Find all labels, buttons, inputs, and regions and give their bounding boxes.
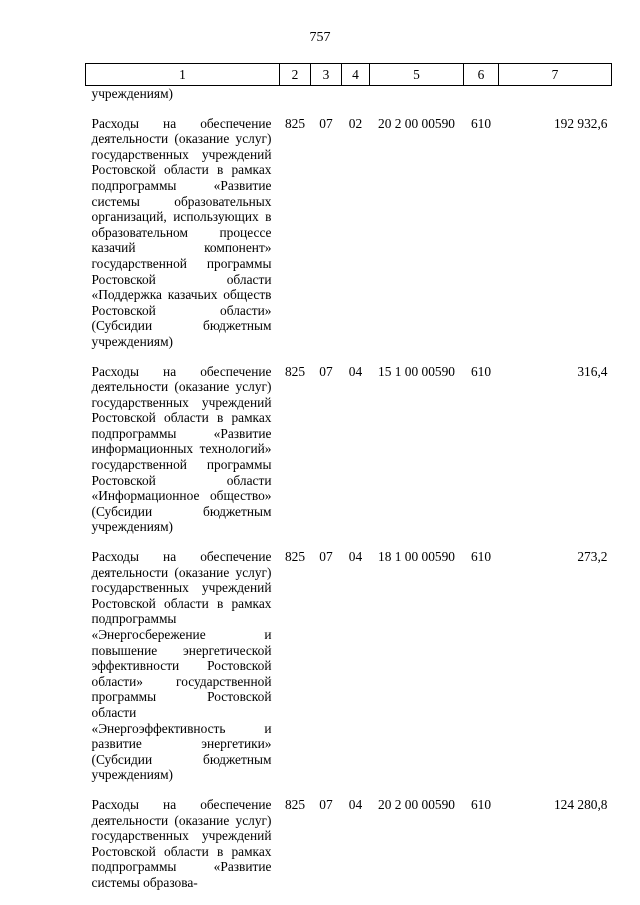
column-header: 6 xyxy=(464,64,499,86)
row-amount: 192 932,6 xyxy=(553,115,608,131)
column-header: 3 xyxy=(311,64,342,86)
column-header: 1 xyxy=(86,64,280,86)
row-section-code: 07 xyxy=(319,549,333,565)
row-target-code: 20 2 00 00590 xyxy=(378,796,455,812)
row-subsection-code: 04 xyxy=(348,796,363,812)
row-ministry-code: 825 xyxy=(284,115,306,131)
budget-table xyxy=(85,63,612,891)
row-subsection-code: 02 xyxy=(348,115,363,131)
row-description: Расходы на обеспечение деятельности (оказание услуг) государственных учреждений Ростовской области в рамках подпрограммы «Развитие информационных технологий» государственной программы Ростовской области «Информационное общество» (Субсидии бюджетным учреждениям) xyxy=(91,363,272,535)
row-expense-type: 610 xyxy=(470,796,492,812)
row-expense-type: 610 xyxy=(470,363,492,379)
row-target-code: 15 1 00 00590 xyxy=(378,363,455,379)
column-header: 4 xyxy=(342,64,370,86)
row-ministry-code: 825 xyxy=(284,549,306,565)
column-header: 7 xyxy=(499,64,612,86)
column-header: 2 xyxy=(280,64,311,86)
row-description: Расходы на обеспечение деятельности (оказание услуг) государственных учреждений Ростовской области в рамках подпрограммы «Энергосбережение и повышение энергетической эффективности Ростовской области» государственной программы Ростовской области «Энергоэффективность и развитие энергетики» (Субсидии бюджетным учреждениям) xyxy=(91,549,272,783)
continuation-text: учреждениям) xyxy=(91,86,174,101)
row-section-code: 07 xyxy=(319,363,333,379)
row-target-code: 20 2 00 00590 xyxy=(378,115,455,131)
table-row xyxy=(86,783,612,891)
row-expense-type: 610 xyxy=(470,549,492,565)
table-row xyxy=(86,535,612,783)
row-ministry-code: 825 xyxy=(284,796,306,812)
table-header-row xyxy=(86,64,612,86)
row-ministry-code: 825 xyxy=(284,363,306,379)
row-section-code: 07 xyxy=(319,115,333,131)
continuation-row xyxy=(86,86,612,102)
table-row xyxy=(86,350,612,536)
row-amount: 273,2 xyxy=(577,549,608,565)
row-description: Расходы на обеспечение деятельности (оказание услуг) государственных учреждений Ростовской области в рамках подпрограммы «Развитие системы образовательных организаций, использующих в образовательном процессе казачий компонент» государственной программы Ростовской области «Поддержка казачьих обществ Ростовской области» (Субсидии бюджетным учреждениям) xyxy=(91,115,272,349)
row-expense-type: 610 xyxy=(470,115,492,131)
table-row xyxy=(86,102,612,350)
row-section-code: 07 xyxy=(319,796,333,812)
column-header: 5 xyxy=(370,64,464,86)
row-amount: 124 280,8 xyxy=(553,796,608,812)
page-number: 757 xyxy=(309,30,331,45)
row-description: Расходы на обеспечение деятельности (оказание услуг) государственных учреждений Ростовской области в рамках подпрограммы «Развитие системы образова- xyxy=(91,796,272,890)
row-subsection-code: 04 xyxy=(348,549,363,565)
row-subsection-code: 04 xyxy=(348,363,363,379)
row-amount: 316,4 xyxy=(577,363,608,379)
row-target-code: 18 1 00 00590 xyxy=(378,549,455,565)
